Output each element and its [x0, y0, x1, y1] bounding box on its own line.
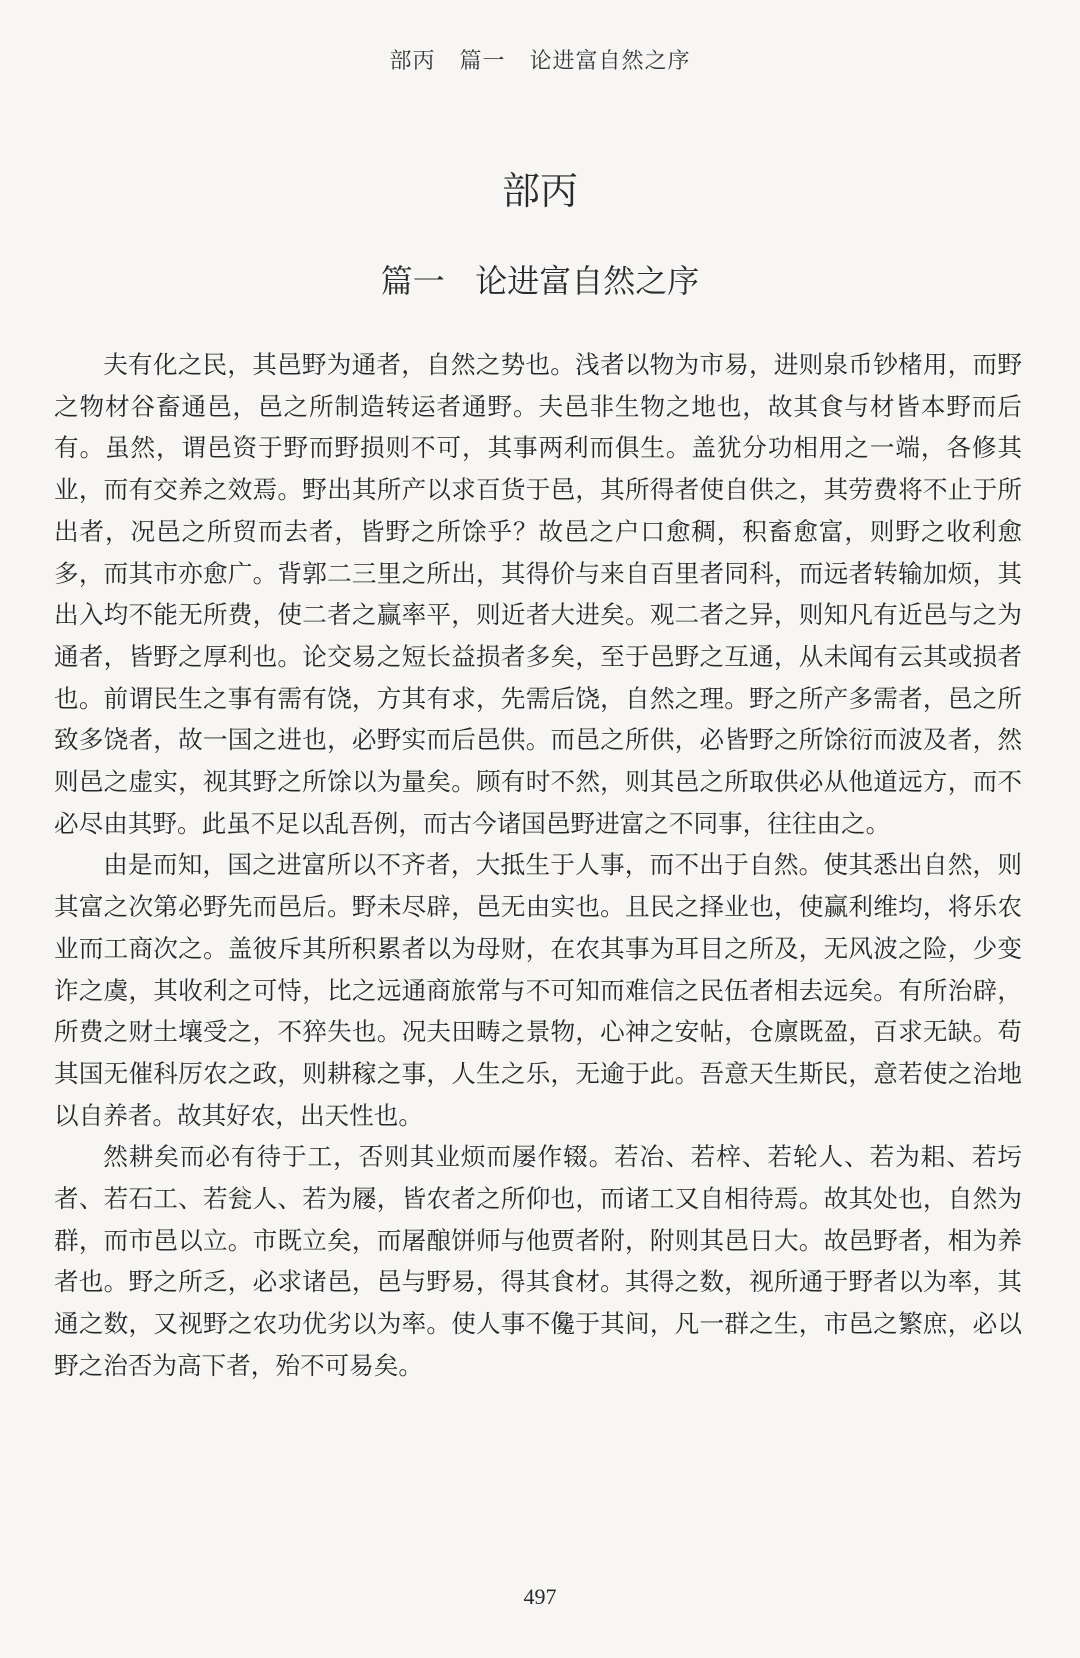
page-number: 497: [523, 1584, 557, 1609]
chapter-title: 篇一 论进富自然之序: [380, 262, 700, 300]
paragraph: 然耕矣而必有待于工，否则其业烦而屡作辍。若冶、若梓、若轮人、若为耜、若圬者、若石工、若瓮人、若为屦，皆农者之所仰也，而诸工又自相待焉。故其处也，自然为群，而市邑以立。市既立矣，而屠酿饼师与他贾者附，附则其邑日大。故邑野者，相为养者也。野之所乏，必求诸邑，邑与野易，得其食材。其得之数，视所通于野者以为率，其通之数，又视野之农功优劣以为率。使人事不儳于其间，凡一群之生，市邑之繁庶，必以野之治否为高下者，殆不可易矣。: [54, 1142, 1022, 1380]
running-header: 部丙 篇一 论进富自然之序: [389, 49, 691, 74]
paragraph: 夫有化之民，其邑野为通者，自然之势也。浅者以物为市易，进则泉币钞楮用，而野之物材谷畜通邑，邑之所制造转运者通野。夫邑非生物之地也，故其食与材皆本野而后有。虽然，谓邑资于野而野损则不可，其事两利而俱生。盖犹分功相用之一端，各修其业，而有交养之效焉。野出其所产以求百货于邑，其所得者使自供之，其劳费将不止于所出者，况邑之所贸而去者，皆野之所馀乎？故邑之户口愈稠，积畜愈富，则野之收利愈多，而其市亦愈广。背郭二三里之所出，其得价与来自百里者同科，而远者转输加烦，其出入均不能无所费，使二者之赢率平，则近者大进矣。观二者之异，则知凡有近邑与之为通者，皆野之厚利也。论交易之短长益损者多矣，至于邑野之互通，从未闻有云其或损者也。前谓民生之事有需有饶，方其有求，先需后饶，自然之理。野之所产多需者，邑之所致多饶者，故一国之进也，必野实而后邑供。而邑之所供，必皆野之所馀衍而波及者，然则邑之虚实，视其野之所馀以为量矣。顾有时不然，则其邑之所取供必从他道远方，而不必尽由其野。此虽不足以乱吾例，而古今诸国邑野进富之不同事，往往由之。: [54, 350, 1022, 838]
paragraph: 由是而知，国之进富所以不齐者，大抵生于人事，而不出于自然。使其悉出自然，则其富之次第必野先而邑后。野未尽辟，邑无由实也。且民之择业也，使赢利维均，将乐农业而工商次之。盖彼斥其所积累者以为母财，在农其事为耳目之所及，无风波之险，少变诈之虞，其收利之可恃，比之远通商旅常与不可知而难信之民伍者相去远矣。有所治辟，所费之财土壤受之，不猝失也。况夫田畴之景物，心神之安帖，仓廪既盈，百求无缺。苟其国无催科厉农之政，则耕稼之事，人生之乐，无逾于此。吾意天生斯民，意若使之治地以自养者。故其好农，出天性也。: [54, 850, 1022, 1130]
part-title: 部丙: [501, 169, 578, 213]
body-text: [54, 344, 1022, 1387]
